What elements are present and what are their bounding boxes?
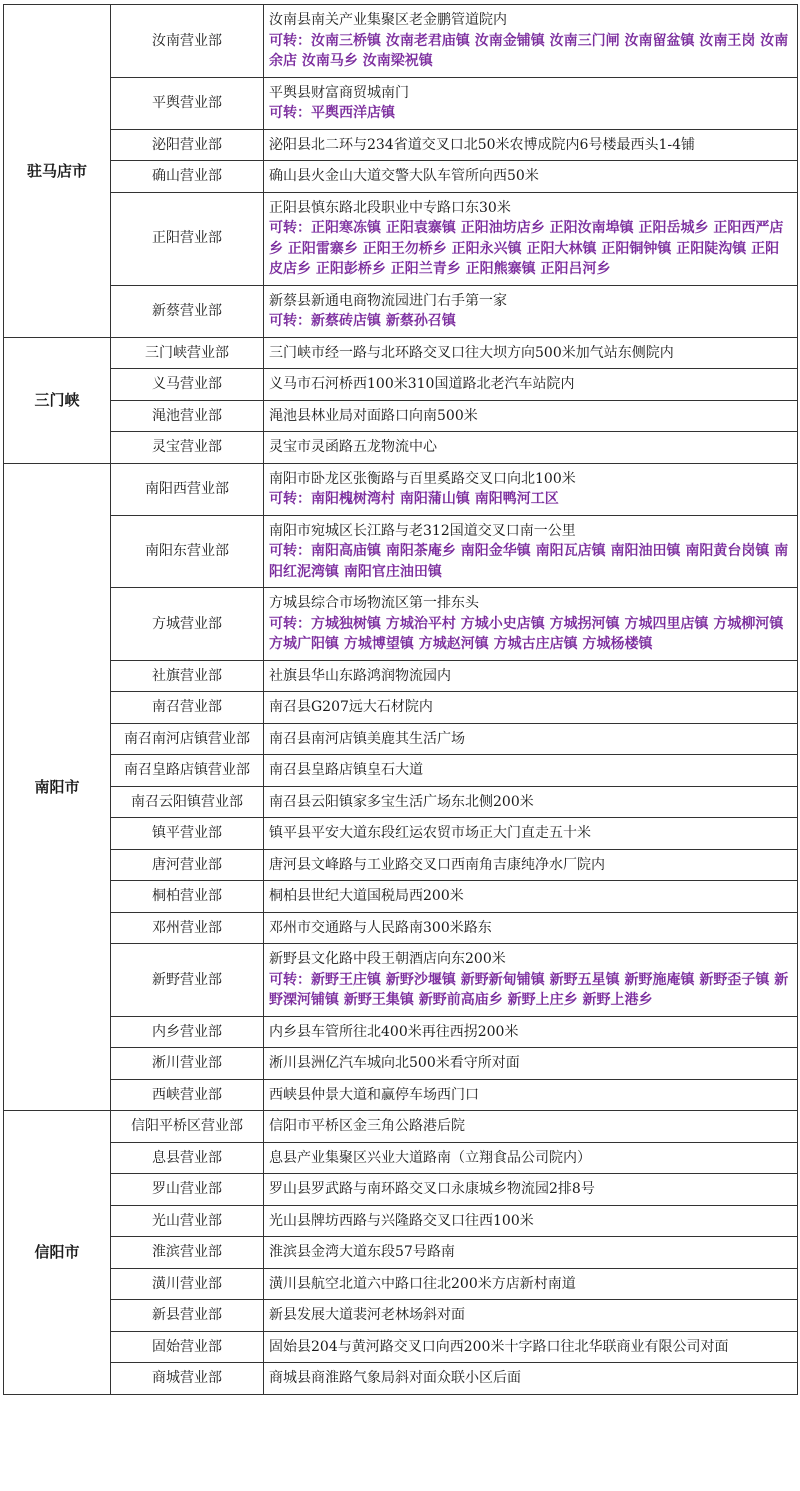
department-cell: 潢川营业部 xyxy=(111,1268,264,1300)
table-row xyxy=(4,1079,798,1111)
address-text: 桐柏县世纪大道国税局西200米 xyxy=(269,888,464,904)
address-text: 信阳市平桥区金三角公路港后院 xyxy=(269,1118,465,1134)
address-text: 新蔡县新通电商物流园进门右手第一家 xyxy=(269,292,507,309)
address-text: 三门峡市经一路与北环路交叉口往大坝方向500米加气站东侧院内 xyxy=(269,344,674,361)
table-row xyxy=(4,588,798,661)
address-cell xyxy=(264,723,798,755)
table-row xyxy=(4,1237,798,1269)
department-cell: 确山营业部 xyxy=(111,161,264,193)
address-cell xyxy=(264,1268,798,1300)
address-cell xyxy=(264,1174,798,1206)
address-text: 潢川县航空北道六中路口往北200米方店新村南道 xyxy=(269,1275,576,1292)
department-cell: 泌阳营业部 xyxy=(111,129,264,161)
table-row xyxy=(4,515,798,588)
address-text: 新县发展大道裴河老林场斜对面 xyxy=(269,1307,465,1323)
address-cell xyxy=(264,369,798,401)
department-cell: 渑池营业部 xyxy=(111,400,264,432)
table-row xyxy=(4,400,798,432)
address-cell xyxy=(264,1048,798,1080)
department-cell: 平舆营业部 xyxy=(111,77,264,129)
transfer-towns-text: 可转：南阳高庙镇 南阳茶庵乡 南阳金华镇 南阳瓦店镇 南阳油田镇 南阳黄台岗镇 南阳红泥湾镇 南阳官庄油田镇 xyxy=(269,543,789,580)
address-text: 息县产业集聚区兴业大道路南（立翔食品公司院内） xyxy=(269,1149,591,1166)
address-cell xyxy=(264,1363,798,1395)
address-cell xyxy=(264,1300,798,1332)
address-text: 南召县南河店镇美鹿其生活广场 xyxy=(269,730,465,747)
address-text: 汝南县南关产业集聚区老金鹏管道院内 xyxy=(269,12,507,28)
address-cell xyxy=(264,1331,798,1363)
table-row xyxy=(4,755,798,787)
department-cell: 光山营业部 xyxy=(111,1205,264,1237)
address-cell xyxy=(264,285,798,337)
address-cell xyxy=(264,5,798,78)
address-cell xyxy=(264,77,798,129)
department-cell: 淮滨营业部 xyxy=(111,1237,264,1269)
address-cell xyxy=(264,129,798,161)
department-cell: 固始营业部 xyxy=(111,1331,264,1363)
address-cell xyxy=(264,1237,798,1269)
department-cell: 商城营业部 xyxy=(111,1363,264,1395)
address-text: 方城县综合市场物流区第一排东头 xyxy=(269,595,479,611)
address-text: 泌阳县北二环与234省道交叉口北50米农博成院内6号楼最西头1-4铺 xyxy=(269,136,695,153)
table-row xyxy=(4,786,798,818)
department-cell: 新县营业部 xyxy=(111,1300,264,1332)
department-cell: 新野营业部 xyxy=(111,944,264,1017)
address-text: 渑池县林业局对面路口向南500米 xyxy=(269,407,478,424)
branch-directory-table xyxy=(3,4,798,1395)
table-row xyxy=(4,1363,798,1395)
address-text: 南召县G207远大石材院内 xyxy=(269,699,433,715)
address-text: 新野县文化路中段王朝酒店向东200米 xyxy=(269,951,506,967)
table-row xyxy=(4,818,798,850)
transfer-towns-text: 可转：方城独树镇 方城治平村 方城小史店镇 方城拐河镇 方城四里店镇 方城柳河镇 方城广阳镇 方城博望镇 方城赵河镇 方城古庄店镇 方城杨楼镇 xyxy=(269,615,784,652)
table-row xyxy=(4,337,798,369)
address-cell xyxy=(264,463,798,515)
table-row xyxy=(4,161,798,193)
transfer-towns-text: 可转：正阳寒冻镇 正阳袁寨镇 正阳油坊店乡 正阳汝南埠镇 正阳岳城乡 正阳西严店乡 正阳雷寨乡 正阳王勿桥乡 正阳永兴镇 正阳大林镇 正阳铜钟镇 正阳陡沟镇 正阳皮店乡 正阳彭桥乡 正阳兰青乡 正阳熊寨镇 正阳吕河乡 xyxy=(269,220,784,277)
table-row xyxy=(4,849,798,881)
table-row xyxy=(4,5,798,78)
address-text: 罗山县罗武路与南环路交叉口永康城乡物流园2排8号 xyxy=(269,1181,595,1197)
address-cell xyxy=(264,786,798,818)
table-row xyxy=(4,692,798,724)
department-cell: 南召皇路店镇营业部 xyxy=(111,755,264,787)
table-row xyxy=(4,912,798,944)
department-cell: 正阳营业部 xyxy=(111,192,264,285)
department-cell: 南阳西营业部 xyxy=(111,463,264,515)
department-cell: 南召云阳镇营业部 xyxy=(111,786,264,818)
table-row xyxy=(4,944,798,1017)
address-text: 唐河县文峰路与工业路交叉口西南角吉康纯净水厂院内 xyxy=(269,856,605,873)
address-text: 淅川县洲亿汽车城向北500米看守所对面 xyxy=(269,1055,520,1071)
table-row xyxy=(4,369,798,401)
transfer-towns-text: 可转：南阳槐树湾村 南阳蒲山镇 南阳鸭河工区 xyxy=(269,491,559,507)
department-cell: 汝南营业部 xyxy=(111,5,264,78)
table-row xyxy=(4,1331,798,1363)
department-cell: 西峡营业部 xyxy=(111,1079,264,1111)
address-text: 南阳市卧龙区张衡路与百里奚路交叉口向北100米 xyxy=(269,470,576,487)
address-cell xyxy=(264,1205,798,1237)
address-cell xyxy=(264,692,798,724)
address-text: 南召县皇路店镇皇石大道 xyxy=(269,762,423,778)
city-cell: 信阳市 xyxy=(4,1111,111,1395)
address-text: 社旗县华山东路鸿润物流园内 xyxy=(269,667,451,684)
table-row xyxy=(4,1048,798,1080)
department-cell: 信阳平桥区营业部 xyxy=(111,1111,264,1143)
address-text: 平舆县财富商贸城南门 xyxy=(269,84,409,101)
table-row xyxy=(4,1300,798,1332)
address-cell xyxy=(264,818,798,850)
department-cell: 内乡营业部 xyxy=(111,1016,264,1048)
table-row xyxy=(4,1142,798,1174)
address-cell xyxy=(264,400,798,432)
table-row xyxy=(4,192,798,285)
address-cell xyxy=(264,161,798,193)
address-cell xyxy=(264,881,798,913)
address-text: 邓州市交通路与人民路南300米路东 xyxy=(269,919,492,936)
department-cell: 南阳东营业部 xyxy=(111,515,264,588)
transfer-towns-text: 可转：新蔡砖店镇 新蔡孙召镇 xyxy=(269,313,456,329)
table-row xyxy=(4,1268,798,1300)
department-cell: 邓州营业部 xyxy=(111,912,264,944)
address-text: 商城县商淮路气象局斜对面众联小区后面 xyxy=(269,1370,521,1386)
address-text: 确山县火金山大道交警大队车管所向西50米 xyxy=(269,168,539,184)
table-row xyxy=(4,129,798,161)
transfer-towns-text: 可转：新野王庄镇 新野沙堰镇 新野新甸铺镇 新野五星镇 新野施庵镇 新野歪子镇 新野溧河铺镇 新野王集镇 新野前高庙乡 新野上庄乡 新野上港乡 xyxy=(269,971,789,1008)
table-row xyxy=(4,77,798,129)
address-cell xyxy=(264,588,798,661)
table-row xyxy=(4,1016,798,1048)
address-text: 光山县牌坊西路与兴隆路交叉口往西100米 xyxy=(269,1212,534,1229)
address-cell xyxy=(264,944,798,1017)
address-text: 南阳市宛城区长江路与老312国道交叉口南一公里 xyxy=(269,522,576,539)
address-text: 正阳县慎东路北段职业中专路口东30米 xyxy=(269,199,511,216)
department-cell: 方城营业部 xyxy=(111,588,264,661)
table-row xyxy=(4,660,798,692)
table-row xyxy=(4,881,798,913)
city-cell: 驻马店市 xyxy=(4,5,111,338)
city-cell: 三门峡 xyxy=(4,337,111,463)
address-cell xyxy=(264,755,798,787)
address-text: 内乡县车管所往北400米再往西拐200米 xyxy=(269,1023,519,1040)
department-cell: 义马营业部 xyxy=(111,369,264,401)
department-cell: 南召营业部 xyxy=(111,692,264,724)
address-cell xyxy=(264,432,798,464)
address-cell xyxy=(264,660,798,692)
department-cell: 灵宝营业部 xyxy=(111,432,264,464)
department-cell: 罗山营业部 xyxy=(111,1174,264,1206)
table-row xyxy=(4,1111,798,1143)
address-cell xyxy=(264,1142,798,1174)
department-cell: 淅川营业部 xyxy=(111,1048,264,1080)
address-text: 西峡县仲景大道和赢停车场西门口 xyxy=(269,1086,479,1103)
address-cell xyxy=(264,337,798,369)
department-cell: 镇平营业部 xyxy=(111,818,264,850)
address-cell xyxy=(264,1079,798,1111)
department-cell: 唐河营业部 xyxy=(111,849,264,881)
department-cell: 桐柏营业部 xyxy=(111,881,264,913)
address-text: 灵宝市灵函路五龙物流中心 xyxy=(269,439,437,455)
address-text: 义马市石河桥西100米310国道路北老汽车站院内 xyxy=(269,376,575,392)
address-cell xyxy=(264,912,798,944)
address-text: 南召县云阳镇家多宝生活广场东北侧200米 xyxy=(269,793,534,810)
address-cell xyxy=(264,849,798,881)
table-row xyxy=(4,463,798,515)
table-row xyxy=(4,1174,798,1206)
department-cell: 新蔡营业部 xyxy=(111,285,264,337)
address-text: 镇平县平安大道东段红运农贸市场正大门直走五十米 xyxy=(269,825,591,841)
transfer-towns-text: 可转：汝南三桥镇 汝南老君庙镇 汝南金铺镇 汝南三门闸 汝南留盆镇 汝南王岗 汝南余店 汝南马乡 汝南梁祝镇 xyxy=(269,32,789,69)
address-cell xyxy=(264,192,798,285)
department-cell: 南召南河店镇营业部 xyxy=(111,723,264,755)
department-cell: 社旗营业部 xyxy=(111,660,264,692)
table-row xyxy=(4,432,798,464)
address-text: 淮滨县金湾大道东段57号路南 xyxy=(269,1244,455,1260)
table-body xyxy=(4,5,798,1395)
table-row xyxy=(4,1205,798,1237)
department-cell: 息县营业部 xyxy=(111,1142,264,1174)
address-text: 固始县204与黄河路交叉口向西200米十字路口往北华联商业有限公司对面 xyxy=(269,1338,729,1355)
address-cell xyxy=(264,515,798,588)
city-cell: 南阳市 xyxy=(4,463,111,1111)
table-row xyxy=(4,723,798,755)
department-cell: 三门峡营业部 xyxy=(111,337,264,369)
table-row xyxy=(4,285,798,337)
address-cell xyxy=(264,1016,798,1048)
transfer-towns-text: 可转：平舆西洋店镇 xyxy=(269,105,395,121)
address-cell xyxy=(264,1111,798,1143)
